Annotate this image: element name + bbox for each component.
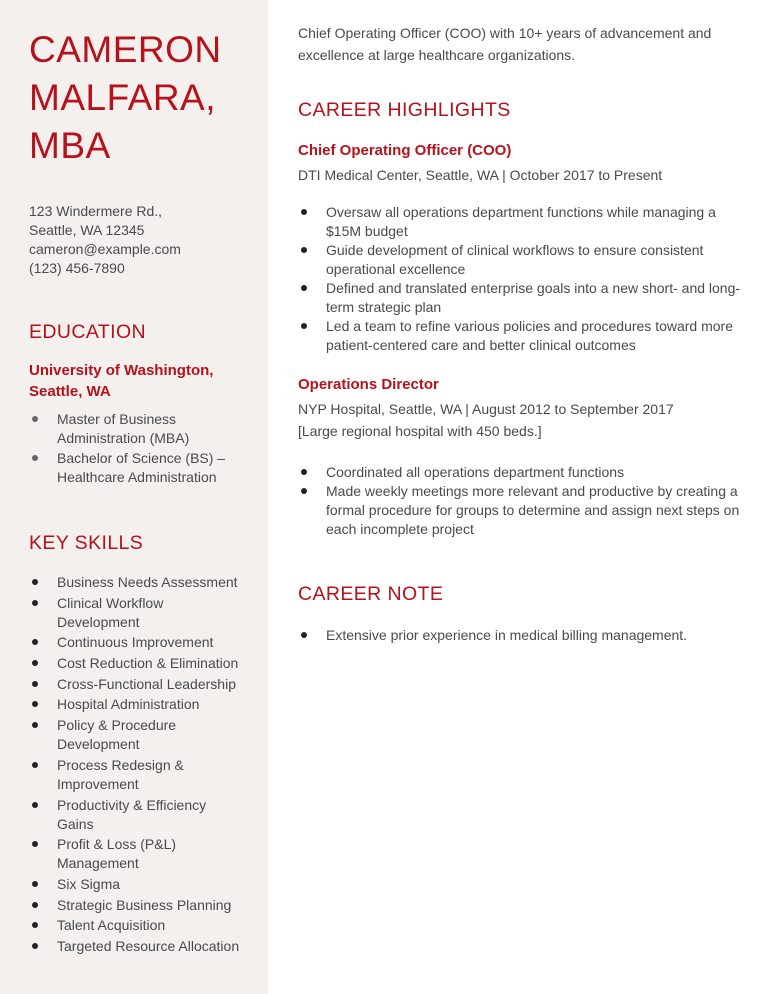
degree-text: Bachelor of Science (BS) – Healthcare Administration xyxy=(57,450,226,485)
career-note-list xyxy=(298,626,744,645)
bullet-icon xyxy=(301,488,307,494)
bullet-icon xyxy=(301,469,307,475)
bullet-icon xyxy=(301,285,307,291)
list-item xyxy=(29,654,240,673)
bullet-icon xyxy=(32,943,38,949)
list-item xyxy=(29,573,240,592)
phone: (123) 456-7890 xyxy=(29,260,125,276)
bullet-text: Led a team to refine various policies and procedures toward more patient-centered care and better clinical outcomes xyxy=(326,318,733,353)
bullet-icon xyxy=(32,600,38,606)
job-bullets xyxy=(298,463,744,539)
bullet-icon xyxy=(32,802,38,808)
job-note: [Large regional hospital with 450 beds.] xyxy=(298,423,542,439)
job-entry xyxy=(298,141,744,355)
bullet-icon xyxy=(32,841,38,847)
skill-text: Cross-Functional Leadership xyxy=(57,675,236,692)
list-item xyxy=(29,594,240,632)
career-highlights-heading: CAREER HIGHLIGHTS xyxy=(298,99,511,121)
main-content xyxy=(268,0,768,994)
degree-list xyxy=(29,410,240,487)
name-line: MALFARA, xyxy=(29,77,216,118)
job-bullets xyxy=(298,203,744,355)
bullet-icon xyxy=(32,639,38,645)
sidebar xyxy=(0,0,268,994)
list-item xyxy=(29,410,240,448)
degree-text: Master of Business Administration (MBA) xyxy=(57,411,190,446)
bullet-icon xyxy=(301,323,307,329)
skills-list xyxy=(29,573,240,956)
list-item xyxy=(298,482,744,539)
skill-text: Profit & Loss (P&L) Management xyxy=(57,836,177,872)
candidate-name xyxy=(29,26,240,170)
skill-text: Six Sigma xyxy=(57,875,121,892)
job-meta: NYP Hospital, Seattle, WA | August 2012 to September 2017 xyxy=(298,401,674,417)
list-item xyxy=(29,675,240,694)
bullet-icon xyxy=(32,681,38,687)
career-note-heading: CAREER NOTE xyxy=(298,583,444,605)
skill-text: Cost Reduction & Elimination xyxy=(57,655,239,672)
name-line: MBA xyxy=(29,125,111,166)
skill-text: Process Redesign & Improvement xyxy=(57,756,184,792)
bullet-icon xyxy=(301,209,307,215)
skill-text: Business Needs Assessment xyxy=(57,574,238,590)
list-item xyxy=(29,695,240,714)
list-item xyxy=(29,633,240,652)
bullet-icon xyxy=(301,247,307,253)
bullet-icon xyxy=(32,455,38,461)
job-title: Operations Director xyxy=(298,376,439,393)
list-item xyxy=(298,463,744,482)
job-entry xyxy=(298,375,744,539)
bullet-icon xyxy=(32,701,38,707)
skill-text: Targeted Resource Allocation xyxy=(57,937,240,954)
skills-heading: KEY SKILLS xyxy=(29,532,144,554)
skill-text: Continuous Improvement xyxy=(57,634,214,651)
list-item xyxy=(298,317,744,355)
skill-text: Clinical Workflow Development xyxy=(57,594,164,630)
list-item xyxy=(298,279,744,317)
email[interactable]: cameron@example.com xyxy=(29,241,181,257)
bullet-icon xyxy=(32,762,38,768)
bullet-icon xyxy=(32,579,38,585)
list-item xyxy=(298,241,744,279)
list-item xyxy=(29,756,240,794)
list-item xyxy=(29,937,240,956)
bullet-text: Made weekly meetings more relevant and productive by creating a formal procedure for groups to determine and assign next steps on each incomplete project xyxy=(326,483,740,537)
bullet-text: Defined and translated enterprise goals into a new short- and long-term strategic plan xyxy=(326,280,741,315)
bullet-text: Oversaw all operations department functions while managing a $15M budget xyxy=(326,204,716,239)
bullet-icon xyxy=(32,922,38,928)
bullet-icon xyxy=(32,722,38,728)
note-text: Extensive prior experience in medical billing management. xyxy=(326,627,688,643)
list-item xyxy=(298,203,744,241)
list-item xyxy=(29,835,240,873)
bullet-icon xyxy=(32,416,38,422)
skill-text: Policy & Procedure Development xyxy=(57,717,177,753)
bullet-text: Guide development of clinical workflows to ensure consistent operational excellence xyxy=(326,242,704,277)
list-item xyxy=(29,449,240,487)
school-line: University of Washington, xyxy=(29,362,214,379)
skill-text: Hospital Administration xyxy=(57,696,200,713)
contact-block xyxy=(29,202,240,278)
list-item xyxy=(29,896,240,915)
list-item xyxy=(29,796,240,834)
skill-text: Strategic Business Planning xyxy=(57,896,232,913)
address-line-1: 123 Windermere Rd., xyxy=(29,203,163,219)
school-line: Seattle, WA xyxy=(29,383,111,400)
bullet-icon xyxy=(32,660,38,666)
skill-text: Productivity & Efficiency Gains xyxy=(57,796,207,832)
list-item xyxy=(29,716,240,754)
school-name xyxy=(29,360,240,402)
profile-summary: Chief Operating Officer (COO) with 10+ years of advancement and excellence at large healthcare organizations. xyxy=(298,25,712,63)
list-item xyxy=(298,626,744,645)
job-meta: DTI Medical Center, Seattle, WA | October 2017 to Present xyxy=(298,167,663,183)
bullet-icon xyxy=(32,902,38,908)
bullet-icon xyxy=(301,632,307,638)
job-title: Chief Operating Officer (COO) xyxy=(298,142,512,159)
bullet-icon xyxy=(32,881,38,887)
address-line-2: Seattle, WA 12345 xyxy=(29,222,145,238)
list-item xyxy=(29,875,240,894)
bullet-text: Coordinated all operations department functions xyxy=(326,464,625,480)
list-item xyxy=(29,916,240,935)
name-line: CAMERON xyxy=(29,29,222,70)
skill-text: Talent Acquisition xyxy=(57,917,166,934)
education-heading: EDUCATION xyxy=(29,321,146,343)
